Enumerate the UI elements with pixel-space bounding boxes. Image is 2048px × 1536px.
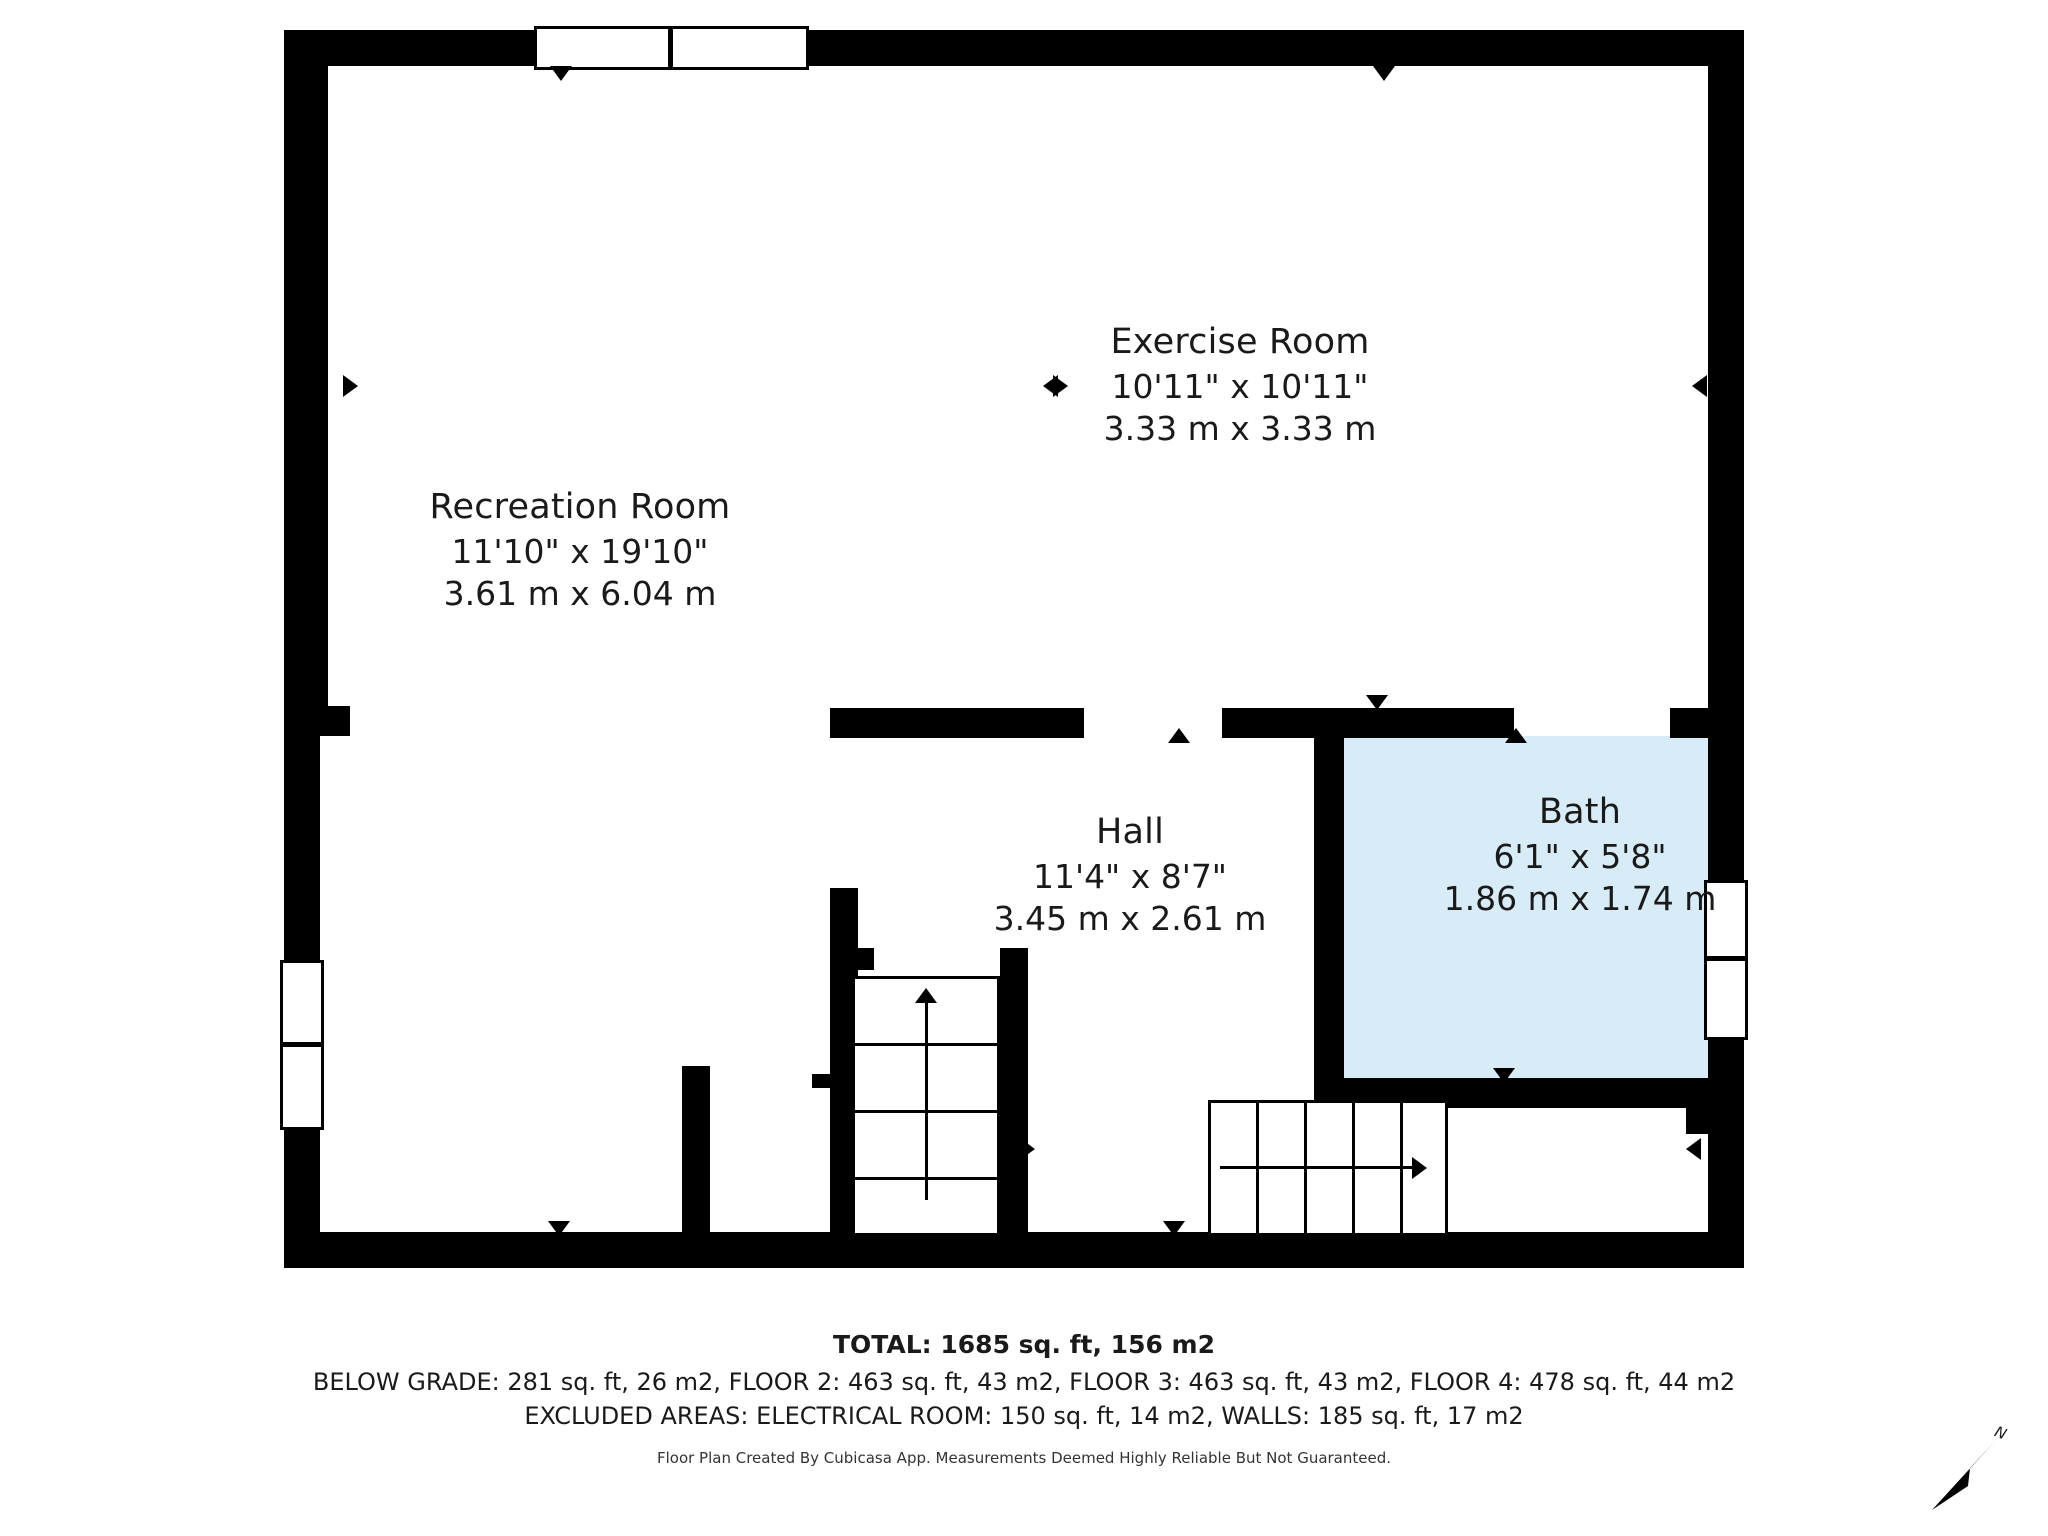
room-dimension-metric: 3.45 m x 2.61 m xyxy=(993,899,1267,939)
room-dimension-imperial: 11'4" x 8'7" xyxy=(1033,856,1227,896)
room-dimension-metric: 3.61 m x 6.04 m xyxy=(443,574,717,614)
north-label: N xyxy=(1991,1422,2009,1444)
wall-stair-right xyxy=(1000,948,1028,1268)
stair-direction-line xyxy=(925,1000,928,1200)
wall-interior-horizontal-right xyxy=(1222,708,1514,738)
room-dimension-imperial: 10'11" x 10'11" xyxy=(1111,366,1369,406)
door-marker-hall-left xyxy=(1020,1138,1035,1160)
wall-hall-nub xyxy=(840,948,874,970)
room-dimension-metric: 1.86 m x 1.74 m xyxy=(1443,879,1717,919)
stair-direction-line xyxy=(1220,1166,1420,1169)
wall-recreation-partition xyxy=(682,1066,710,1268)
room-name: Recreation Room xyxy=(429,487,731,527)
wall-interior-horizontal-left xyxy=(830,708,1084,738)
door-marker-hall-top xyxy=(1168,728,1190,743)
room-dimension-metric: 3.33 m x 3.33 m xyxy=(1103,409,1377,449)
door-marker-bottom-hall xyxy=(1163,1221,1185,1236)
north-arrow-icon xyxy=(1922,1424,2012,1514)
wall-hall-right-lower xyxy=(1686,1108,1712,1134)
room-name: Exercise Room xyxy=(1110,322,1370,362)
wall-exterior-top xyxy=(284,30,1744,66)
window-top-mullion xyxy=(668,26,673,70)
door-marker-right-lower xyxy=(1686,1138,1701,1160)
plan-credit-note: Floor Plan Created By Cubicasa App. Measurements Deemed Highly Reliable But Not Guaranteed. xyxy=(656,1449,1392,1468)
room-label-hall xyxy=(930,810,1330,941)
door-marker-right-wall xyxy=(1692,375,1707,397)
room-dimension-imperial: 11'10" x 19'10" xyxy=(451,531,709,571)
door-marker-left-wall xyxy=(343,375,358,397)
room-label-exercise-room xyxy=(1000,320,1480,451)
window-right-mullion xyxy=(1704,956,1748,961)
door-marker-exercise-bottom xyxy=(1366,695,1388,710)
plan-summary-footer xyxy=(0,1330,2048,1467)
total-area-label: TOTAL: 1685 sq. ft, 156 m2 xyxy=(832,1330,1216,1359)
stair-direction-arrow xyxy=(915,988,937,1003)
window-left-mullion xyxy=(280,1042,324,1047)
door-marker-exercise-top xyxy=(1373,66,1395,81)
area-breakdown-line-1: BELOW GRADE: 281 sq. ft, 26 m2, FLOOR 2: 463 sq. ft, 43 m2, FLOOR 3: 463 sq. ft, 43 m2, FLOOR 4: 478 sq. ft, 44 m2 xyxy=(312,1368,1736,1396)
room-dimension-imperial: 6'1" x 5'8" xyxy=(1493,836,1667,876)
wall-hall-door-jamb xyxy=(812,1074,834,1088)
room-name: Hall xyxy=(1095,812,1164,852)
door-marker-bottom-wall xyxy=(548,1221,570,1236)
room-label-recreation-room xyxy=(340,485,820,616)
wall-exterior-left-upper xyxy=(284,30,328,710)
wall-interior-horizontal-nub xyxy=(1670,708,1712,738)
room-name: Bath xyxy=(1538,792,1622,832)
room-label-bath xyxy=(1400,790,1760,921)
door-marker-bath-bottom xyxy=(1493,1068,1515,1083)
wall-hall-left-upper xyxy=(830,708,858,738)
door-marker-bath-top xyxy=(1505,728,1527,743)
door-marker-top-window xyxy=(550,66,572,81)
area-breakdown-line-2: EXCLUDED AREAS: ELECTRICAL ROOM: 150 sq. ft, 14 m2, WALLS: 185 sq. ft, 17 m2 xyxy=(524,1402,1524,1431)
stair-direction-arrow xyxy=(1412,1157,1427,1179)
